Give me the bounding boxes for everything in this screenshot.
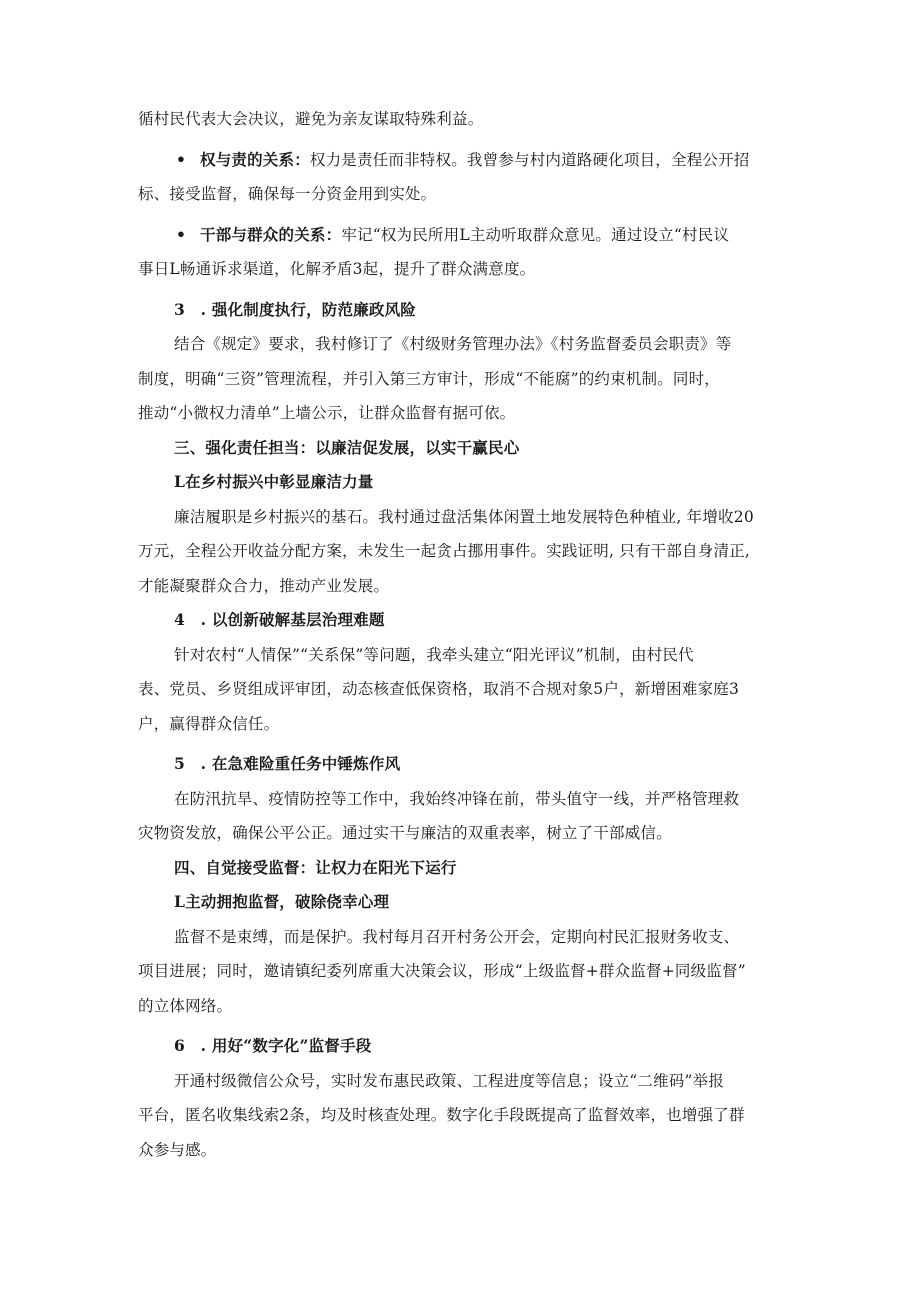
bullet-item: [172, 143, 802, 178]
paragraph-line: 廉洁履职是乡村振兴的基石。我村通过盘活集体闲置土地发展特色种植业, 年增收20: [174, 507, 754, 526]
bullet-text: 权力是责任而非特权。我曾参与村内道路硬化项目，全程公开招: [309, 150, 750, 169]
bullet-icon: •: [176, 224, 187, 244]
paragraph-line: 表、党员、乡贤组成评审团，动态核查低保资格，取消不合规对象5户，新增困难家庭3: [138, 680, 740, 698]
bullet-item: [172, 218, 802, 253]
paragraph-line: 针对农村“人情保”“关系保”等问题，我牵头建立“阳光评议”机制，由村民代: [174, 645, 694, 664]
bullet-text: 牢记“权为民所用L主动听取群众意见。通过设立“村民议: [341, 225, 730, 244]
section-heading: 4 . 以创新破解基层治理难题: [174, 610, 385, 629]
bullet-continuation: 事日L畅通诉求渠道，化解矛盾3起，提升了群众满意度。: [138, 260, 536, 278]
part-heading: 四、自觉接受监督：让权力在阳光下运行: [174, 857, 457, 877]
paragraph-line: 户，赢得群众信任。: [138, 714, 280, 733]
paragraph-line: 监督不是束缚，而是保护。我村每月召开村务公开会，定期向村民汇报财务收支、: [174, 927, 740, 946]
part-heading: 三、强化责任担当：以廉洁促发展，以实干赢民心: [174, 437, 520, 457]
paragraph-line: 平台，匿名收集线索2条，均及时核查处理。数字化手段既提高了监督效率，也增强了群: [138, 1106, 745, 1124]
section-heading: 6 . 用好“数字化”监督手段: [174, 1036, 372, 1055]
document-body: [138, 102, 802, 1167]
bullet-label: 干部与群众的关系：: [200, 224, 342, 244]
paragraph-line: 开通村级微信公众号，实时发布惠民政策、工程进度等信息；设立“二维码”举报: [174, 1071, 725, 1090]
section-heading: 5 . 在急难险重任务中锤炼作风: [174, 754, 401, 773]
paragraph-line: 推动“小微权力清单”上墙公示，让群众监督有据可依。: [138, 404, 516, 422]
paragraph-line: 万元，全程公开收益分配方案，未发生一起贪占挪用事件。实践证明, 只有干部自身清正,: [138, 542, 750, 560]
paragraph-line: 灾物资发放，确保公平公正。通过实干与廉洁的双重表率，树立了干部威信。: [138, 824, 672, 842]
bullet-label: 权与责的关系：: [200, 149, 310, 169]
paragraph-line: 众参与感。: [138, 1140, 217, 1159]
paragraph-line: 在防汛抗旱、疫情防控等工作中，我始终冲锋在前，带头值守一线，并严格管理救: [174, 789, 740, 808]
subsection-heading: L在乡村振兴中彰显廉洁力量: [174, 472, 374, 491]
intro-line: 循村民代表大会决议，避免为亲友谋取特殊利益。: [138, 110, 484, 128]
paragraph-line: 才能凝聚群众合力，推动产业发展。: [138, 576, 390, 595]
section-heading: 3 . 强化制度执行，防范廉政风险: [174, 299, 416, 319]
paragraph-line: 制度，明确“三资”管理流程，并引入第三方审计，形成“不能腐”的约束机制。同时，: [138, 369, 720, 388]
subsection-heading: L主动拥抱监督，破除侥幸心理: [174, 892, 390, 911]
paragraph-line: 结合《规定》要求，我村修订了《村级财务管理办法》《村务监督委员会职责》等: [174, 335, 732, 353]
bullet-continuation: 标、接受监督，确保每一分资金用到实处。: [138, 185, 437, 203]
paragraph-line: 的立体网络。: [138, 996, 233, 1015]
bullet-icon: •: [176, 149, 187, 169]
paragraph-line: 项目进展；同时，邀请镇纪委列席重大决策会议，形成“上级监督+群众监督+同级监督”: [138, 962, 746, 980]
